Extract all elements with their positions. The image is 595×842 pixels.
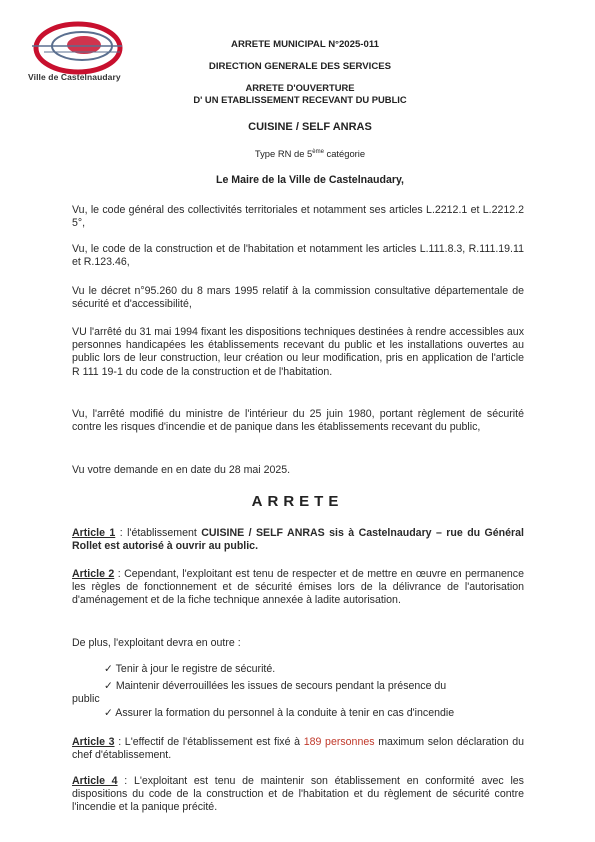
checkmark-icon: ✓ [104,680,116,692]
article-4 [72,775,524,815]
considerant-2: Vu, le code de la construction et de l'habitation et notamment les articles L.111.8.3, R.111.19.11 et R.123.46, [72,243,524,269]
checkmark-icon: ✓ [104,707,116,719]
article-3-title: Article 3 [72,736,115,748]
article-1-title: Article 1 [72,527,116,539]
check-item-2 [104,680,524,693]
subject-line-2: D' UN ETABLISSEMENT RECEVANT DU PUBLIC [193,94,407,105]
considerant-6: Vu votre demande en en date du 28 mai 2025. [72,464,291,476]
article-3-text-b: maximum selon déclaration du chef d'établissement. [72,736,525,762]
subject-title [150,82,450,106]
arrete-number: ARRETE MUNICIPAL N°2025-011 [231,39,379,50]
establishment-title: CUISINE / SELF ANRAS [248,121,372,133]
article-4-title: Article 4 [72,775,118,787]
city-name: Ville de Castelnaudary [28,72,121,82]
article-3-text-a: L'effectif de l'établissement est fixé à [124,736,304,748]
occupancy-highlight: 189 personnes [303,736,375,748]
article-4-sep: : [117,775,134,787]
maire-heading: Le Maire de la Ville de Castelnaudary, [215,174,405,186]
type-sup: ème [312,148,324,155]
article-1-text-a: l'établissement [127,527,202,539]
article-2-title: Article 2 [72,568,115,580]
considerant-5: Vu, l'arrêté modifié du ministre de l'intérieur du 25 juin 1980, portant règlement de sécurité contre les risques d'incendie et de panique dans les établissements recevant du public, [72,408,524,434]
check-item-2-cont: public [72,693,100,705]
type-prefix: Type RN de 5 [254,148,313,159]
article-1-sep: : [115,527,128,539]
considerant-4: VU l'arrêté du 31 mai 1994 fixant les dispositions techniques destinées à rendre accessibles aux personnes handicapées les établissements recevant du public et les installations ouvertes au public lors de leur construction, leur création ou leur modification, pris en application de l'article R 111 19-1 du code de la construction et de l'habitation. [72,326,524,378]
article-2-text: Cependant, l'exploitant est tenu de respecter et de mettre en œuvre en permanence les règles de fonctionnement et de sécurité émises lors de la délivrance de l'autorisation d'aménagement et de la fiche technique annexée à ladite autorisation. [72,568,524,607]
establishment-type [185,148,435,159]
article-2-sep: : [114,568,125,580]
article-1 [72,527,524,553]
check-item-3-text: Assurer la formation du personnel à la conduite à tenir en cas d'incendie [115,707,455,719]
arrete-heading: ARRETE [251,493,344,510]
direction-title: DIRECTION GENERALE DES SERVICES [208,61,392,72]
check-item-3 [104,707,454,720]
article-2-intro: De plus, l'exploitant devra en outre : [72,637,241,649]
article-4-text: L'exploitant est tenu de maintenir son établissement en conformité avec les dispositions du code de la construction et de l'habitation et du règlement de sécurité contre l'incendie et la panique précité. [72,775,524,814]
check-item-1-text: Tenir à jour le registre de sécurité. [115,663,276,675]
considerant-1: Vu, le code général des collectivités territoriales et notamment ses articles L.2212.1 et L.2212.2 5°, [72,204,524,230]
check-item-2-text: Maintenir déverrouillées les issues de secours pendant la présence du [115,680,447,692]
check-item-1 [104,663,275,676]
article-3-sep: : [114,736,125,748]
article-3 [72,736,524,762]
article-1-text-b: CUISINE / SELF ANRAS sis à Castelnaudary – rue du Général Rollet est autorisé à ouvrir au public. [72,527,524,553]
checkmark-icon: ✓ [104,663,116,675]
subject-line-1: ARRETE D'OUVERTURE [245,82,355,93]
considerant-3: Vu le décret n°95.260 du 8 mars 1995 relatif à la commission consultative départementale de sécurité et d'accessibilité, [72,285,524,311]
article-2 [72,568,524,608]
type-suffix: catégorie [323,148,366,159]
